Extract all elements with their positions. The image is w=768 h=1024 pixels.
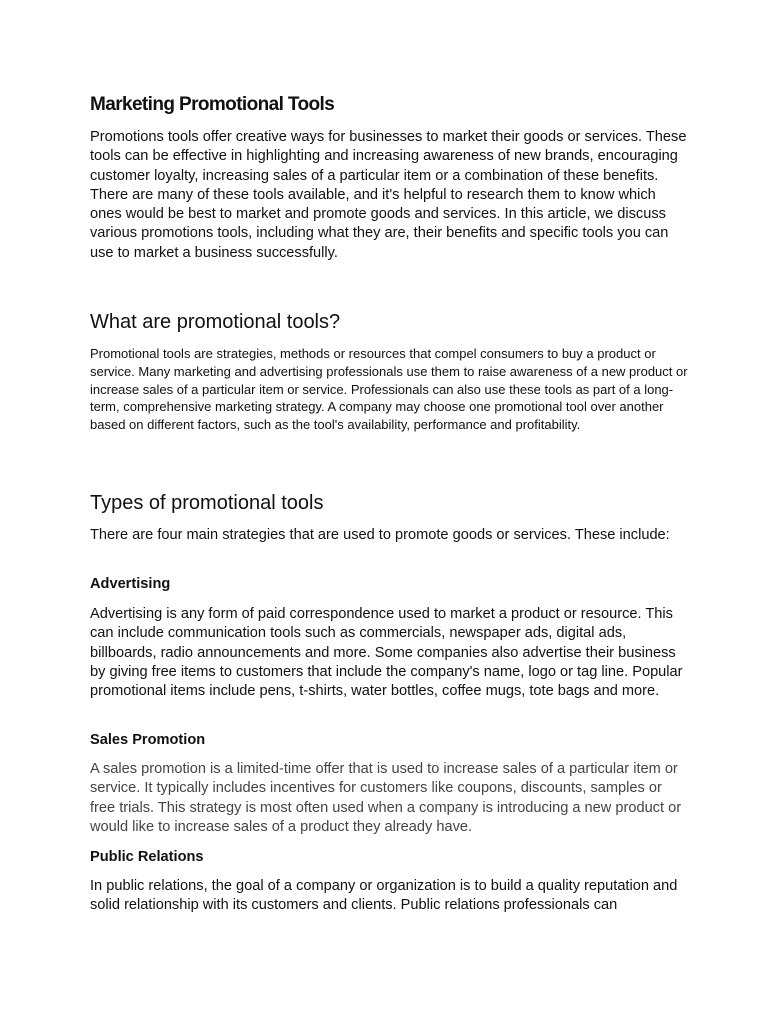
paragraph-public-relations: In public relations, the goal of a company or organization is to build a quality reputation and solid relationship with its customers and clients. Public relations professionals can	[90, 878, 678, 914]
document-title: Marketing Promotional Tools	[90, 94, 335, 115]
subheading-sales-promotion: Sales Promotion	[90, 732, 206, 748]
section-body-types-of-promotional-tools: There are four main strategies that are used to promote goods or services. These include:	[90, 527, 670, 543]
section-heading-what-are-promotional-tools: What are promotional tools?	[90, 311, 341, 333]
intro-paragraph: Promotions tools offer creative ways for businesses to market their goods or services. These tools can be effective in highlighting and increasing awareness of new brands, encouraging customer loyalty, increasing sales of a particular item or a combination of these benefits. There are many of these tools available, and it's helpful to research them to know which ones would be best to market and promote goods and services. In this article, we discuss various promotions tools, including what they are, their benefits and specific tools you can use to market a business successfully.	[90, 129, 687, 261]
subheading-advertising: Advertising	[90, 576, 171, 592]
paragraph-sales-promotion: A sales promotion is a limited-time offer that is used to increase sales of a particular item or service. It typically includes incentives for customers like coupons, discounts, samples or free trials. This strategy is most often used when a company is introducing a new product or would like to increase sales of a product they already have.	[90, 761, 682, 835]
section-body-what-are-promotional-tools: Promotional tools are strategies, methods or resources that compel consumers to buy a product or service. Many marketing and advertising professionals use them to raise awareness of a new product or increase sales of a particular item or service. Professionals can also use these tools as part of a long-term, comprehensive marketing strategy. A company may choose one promotional tool over another based on different factors, such as the tool's availability, performance and profitability.	[90, 346, 688, 433]
section-heading-types-of-promotional-tools: Types of promotional tools	[90, 492, 324, 514]
paragraph-advertising: Advertising is any form of paid correspondence used to market a product or resource. This can include communication tools such as commercials, newspaper ads, digital ads, billboards, radio announcements and more. Some companies also advertise their business by giving free items to customers that include the company's name, logo or tag line. Popular promotional items include pens, t-shirts, water bottles, coffee mugs, tote bags and more.	[90, 606, 683, 700]
subheading-public-relations: Public Relations	[90, 849, 204, 865]
